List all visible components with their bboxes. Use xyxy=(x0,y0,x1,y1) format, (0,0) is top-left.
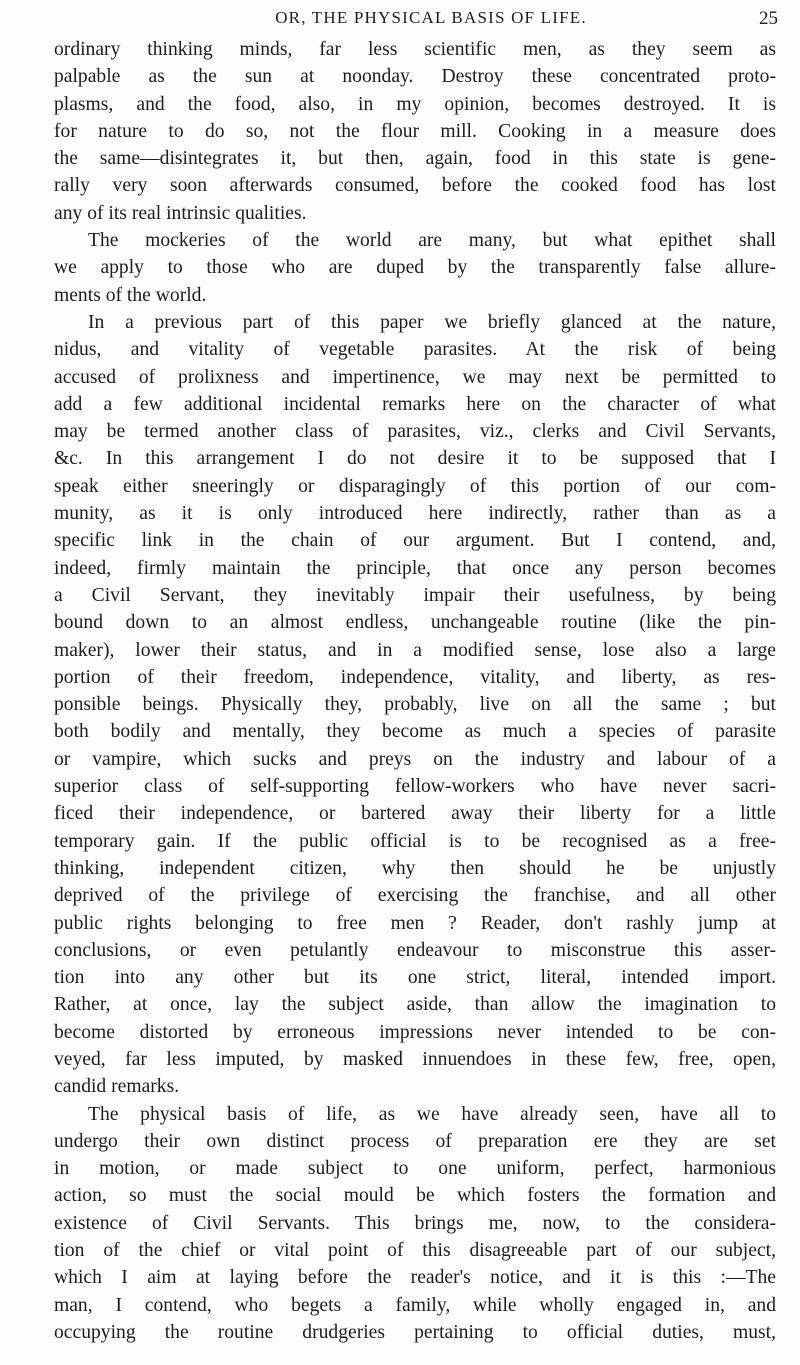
text-line: public rights belonging to free men ? Reader, don't rashly jump at xyxy=(54,912,776,934)
text-line: the same—disintegrates it, but then, again, food in this state is gene- xyxy=(54,148,776,170)
text-line: conclusions, or even petulantly endeavour to misconstrue this asser- xyxy=(54,939,776,961)
text-line: deprived of the privilege of exercising the franchise, and all other xyxy=(54,885,776,907)
page-number: 25 xyxy=(759,8,778,29)
text-line: indeed, firmly maintain the principle, that once any person becomes xyxy=(54,557,776,579)
running-title: OR, THE PHYSICAL BASIS OF LIFE. xyxy=(275,8,587,27)
text-line: undergo their own distinct process of preparation ere they are set xyxy=(54,1130,776,1152)
text-line: speak either sneeringly or disparagingly of this portion of our com- xyxy=(54,475,776,497)
text-line: ordinary thinking minds, far less scientific men, as they seem as xyxy=(54,39,776,60)
text-line: nidus, and vitality of vegetable parasites. At the risk of being xyxy=(54,339,776,361)
text-line: accused of prolixness and impertinence, we may next be permitted to xyxy=(54,366,776,388)
text-line: action, so must the social mould be which fosters the formation and xyxy=(54,1185,776,1207)
text-line: temporary gain. If the public official is to be recognised as a free- xyxy=(54,830,776,852)
text-line: superior class of self-supporting fellow-workers who have never sacri- xyxy=(54,776,776,798)
text-line: &c. In this arrangement I do not desire it to be supposed that I xyxy=(54,448,776,470)
text-line: which I aim at laying before the reader's notice, and it is this :—The xyxy=(54,1267,776,1289)
text-line: occupying the routine drudgeries pertaining to official duties, must, xyxy=(54,1321,776,1343)
text-line: In a previous part of this paper we briefly glanced at the nature, xyxy=(88,311,776,333)
text-line: The physical basis of life, as we have already seen, have all to xyxy=(88,1103,776,1125)
text-line: tion into any other but its one strict, literal, intended import. xyxy=(54,967,776,989)
text-line: man, I contend, who begets a family, while wholly engaged in, and xyxy=(54,1294,776,1316)
text-line: rally very soon afterwards consumed, before the cooked food has lost xyxy=(54,175,776,197)
text-line: both bodily and mentally, they become as much a species of parasite xyxy=(54,721,776,743)
text-line: any of its real intrinsic qualities. xyxy=(54,202,307,224)
text-line: thinking, independent citizen, why then should he be unjustly xyxy=(54,857,776,879)
text-line: specific link in the chain of our argument. But I contend, and, xyxy=(54,530,776,552)
text-line: a Civil Servant, they inevitably impair their usefulness, by being xyxy=(54,584,776,606)
text-line: for nature to do so, not the flour mill. Cooking in a measure does xyxy=(54,120,776,142)
text-line: veyed, far less imputed, by masked innuendoes in these few, free, open, xyxy=(54,1048,776,1070)
text-line: Rather, at once, lay the subject aside, than allow the imagination to xyxy=(54,994,776,1016)
text-line: ponsible beings. Physically they, probably, live on all the same ; but xyxy=(54,694,776,716)
running-head xyxy=(54,8,800,34)
text-line: bound down to an almost endless, unchangeable routine (like the pin- xyxy=(54,612,776,634)
text-line: may be termed another class of parasites, viz., clerks and Civil Servants, xyxy=(54,421,776,443)
body-text xyxy=(54,36,776,1346)
text-line: or vampire, which sucks and preys on the industry and labour of a xyxy=(54,748,776,770)
text-line: The mockeries of the world are many, but what epithet shall xyxy=(88,230,776,252)
text-line: become distorted by erroneous impressions never intended to be con- xyxy=(54,1021,776,1043)
text-line: portion of their freedom, independence, vitality, and liberty, as res- xyxy=(54,666,776,688)
text-line: add a few additional incidental remarks here on the character of what xyxy=(54,393,776,415)
text-line: ments of the world. xyxy=(54,284,207,306)
text-line: munity, as it is only introduced here indirectly, rather than as a xyxy=(54,503,776,525)
text-line: in motion, or made subject to one uniform, perfect, harmonious xyxy=(54,1158,776,1180)
text-line: ficed their independence, or bartered away their liberty for a little xyxy=(54,803,776,825)
text-line: we apply to those who are duped by the transparently false allure- xyxy=(54,257,776,279)
text-line: tion of the chief or vital point of this disagreeable part of our subject, xyxy=(54,1240,776,1262)
text-line: palpable as the sun at noonday. Destroy these concentrated proto- xyxy=(54,66,776,88)
text-line: plasms, and the food, also, in my opinion, becomes destroyed. It is xyxy=(54,93,776,115)
text-line: existence of Civil Servants. This brings me, now, to the considera- xyxy=(54,1212,776,1234)
text-line: maker), lower their status, and in a modified sense, lose also a large xyxy=(54,639,776,661)
text-line: candid remarks. xyxy=(54,1076,180,1098)
